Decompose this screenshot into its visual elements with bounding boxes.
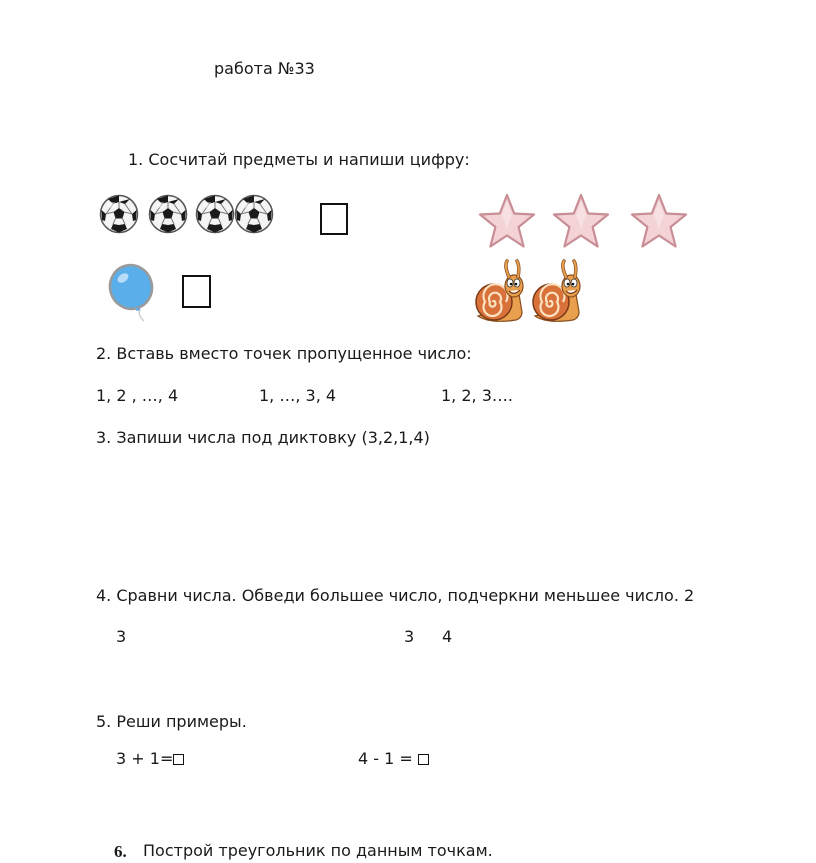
task-3-text: 3. Запиши числа под диктовку (3,2,1,4): [96, 428, 430, 447]
sequence-3: 1, 2, 3….: [441, 386, 513, 405]
sequence-1: 1, 2 , …, 4: [96, 386, 179, 405]
task-6-text: Построй треугольник по данным точкам.: [143, 841, 493, 860]
star-icon: [550, 191, 612, 253]
soccer-ball-icon: [195, 194, 235, 234]
soccer-ball-icon: [234, 194, 274, 234]
star-icon: [628, 191, 690, 253]
example-2: [358, 751, 429, 767]
balloon-icon: [104, 263, 158, 323]
example-1: [116, 751, 184, 767]
compare-left-number: 3: [116, 627, 127, 646]
snail-icon: [470, 258, 532, 328]
example-1-text: 3 + 1=: [116, 749, 174, 768]
compare-pair-a: 3: [404, 627, 415, 646]
sequence-2: 1, …, 3, 4: [259, 386, 337, 405]
task-4-text: 4. Сравни числа. Обведи большее число, подчеркни меньшее число. 2: [96, 586, 695, 605]
soccer-ball-icon: [148, 194, 188, 234]
answer-box-balls[interactable]: [320, 203, 348, 235]
soccer-ball-icon: [99, 194, 139, 234]
task-6-number: 6.: [114, 842, 127, 861]
compare-pair-b: 4: [442, 627, 453, 646]
example-1-answer-box[interactable]: [173, 754, 184, 765]
page-title: работа №33: [214, 59, 315, 78]
task-2-text: 2. Вставь вместо точек пропущенное число:: [96, 344, 472, 363]
example-2-answer-box[interactable]: [418, 754, 429, 765]
answer-box-balloon[interactable]: [182, 275, 211, 308]
star-icon: [476, 191, 538, 253]
task-1-text: 1. Сосчитай предметы и напиши цифру:: [128, 150, 470, 169]
task-5-text: 5. Реши примеры.: [96, 712, 247, 731]
example-2-text: 4 - 1 =: [358, 749, 418, 768]
snail-icon: [527, 258, 589, 328]
